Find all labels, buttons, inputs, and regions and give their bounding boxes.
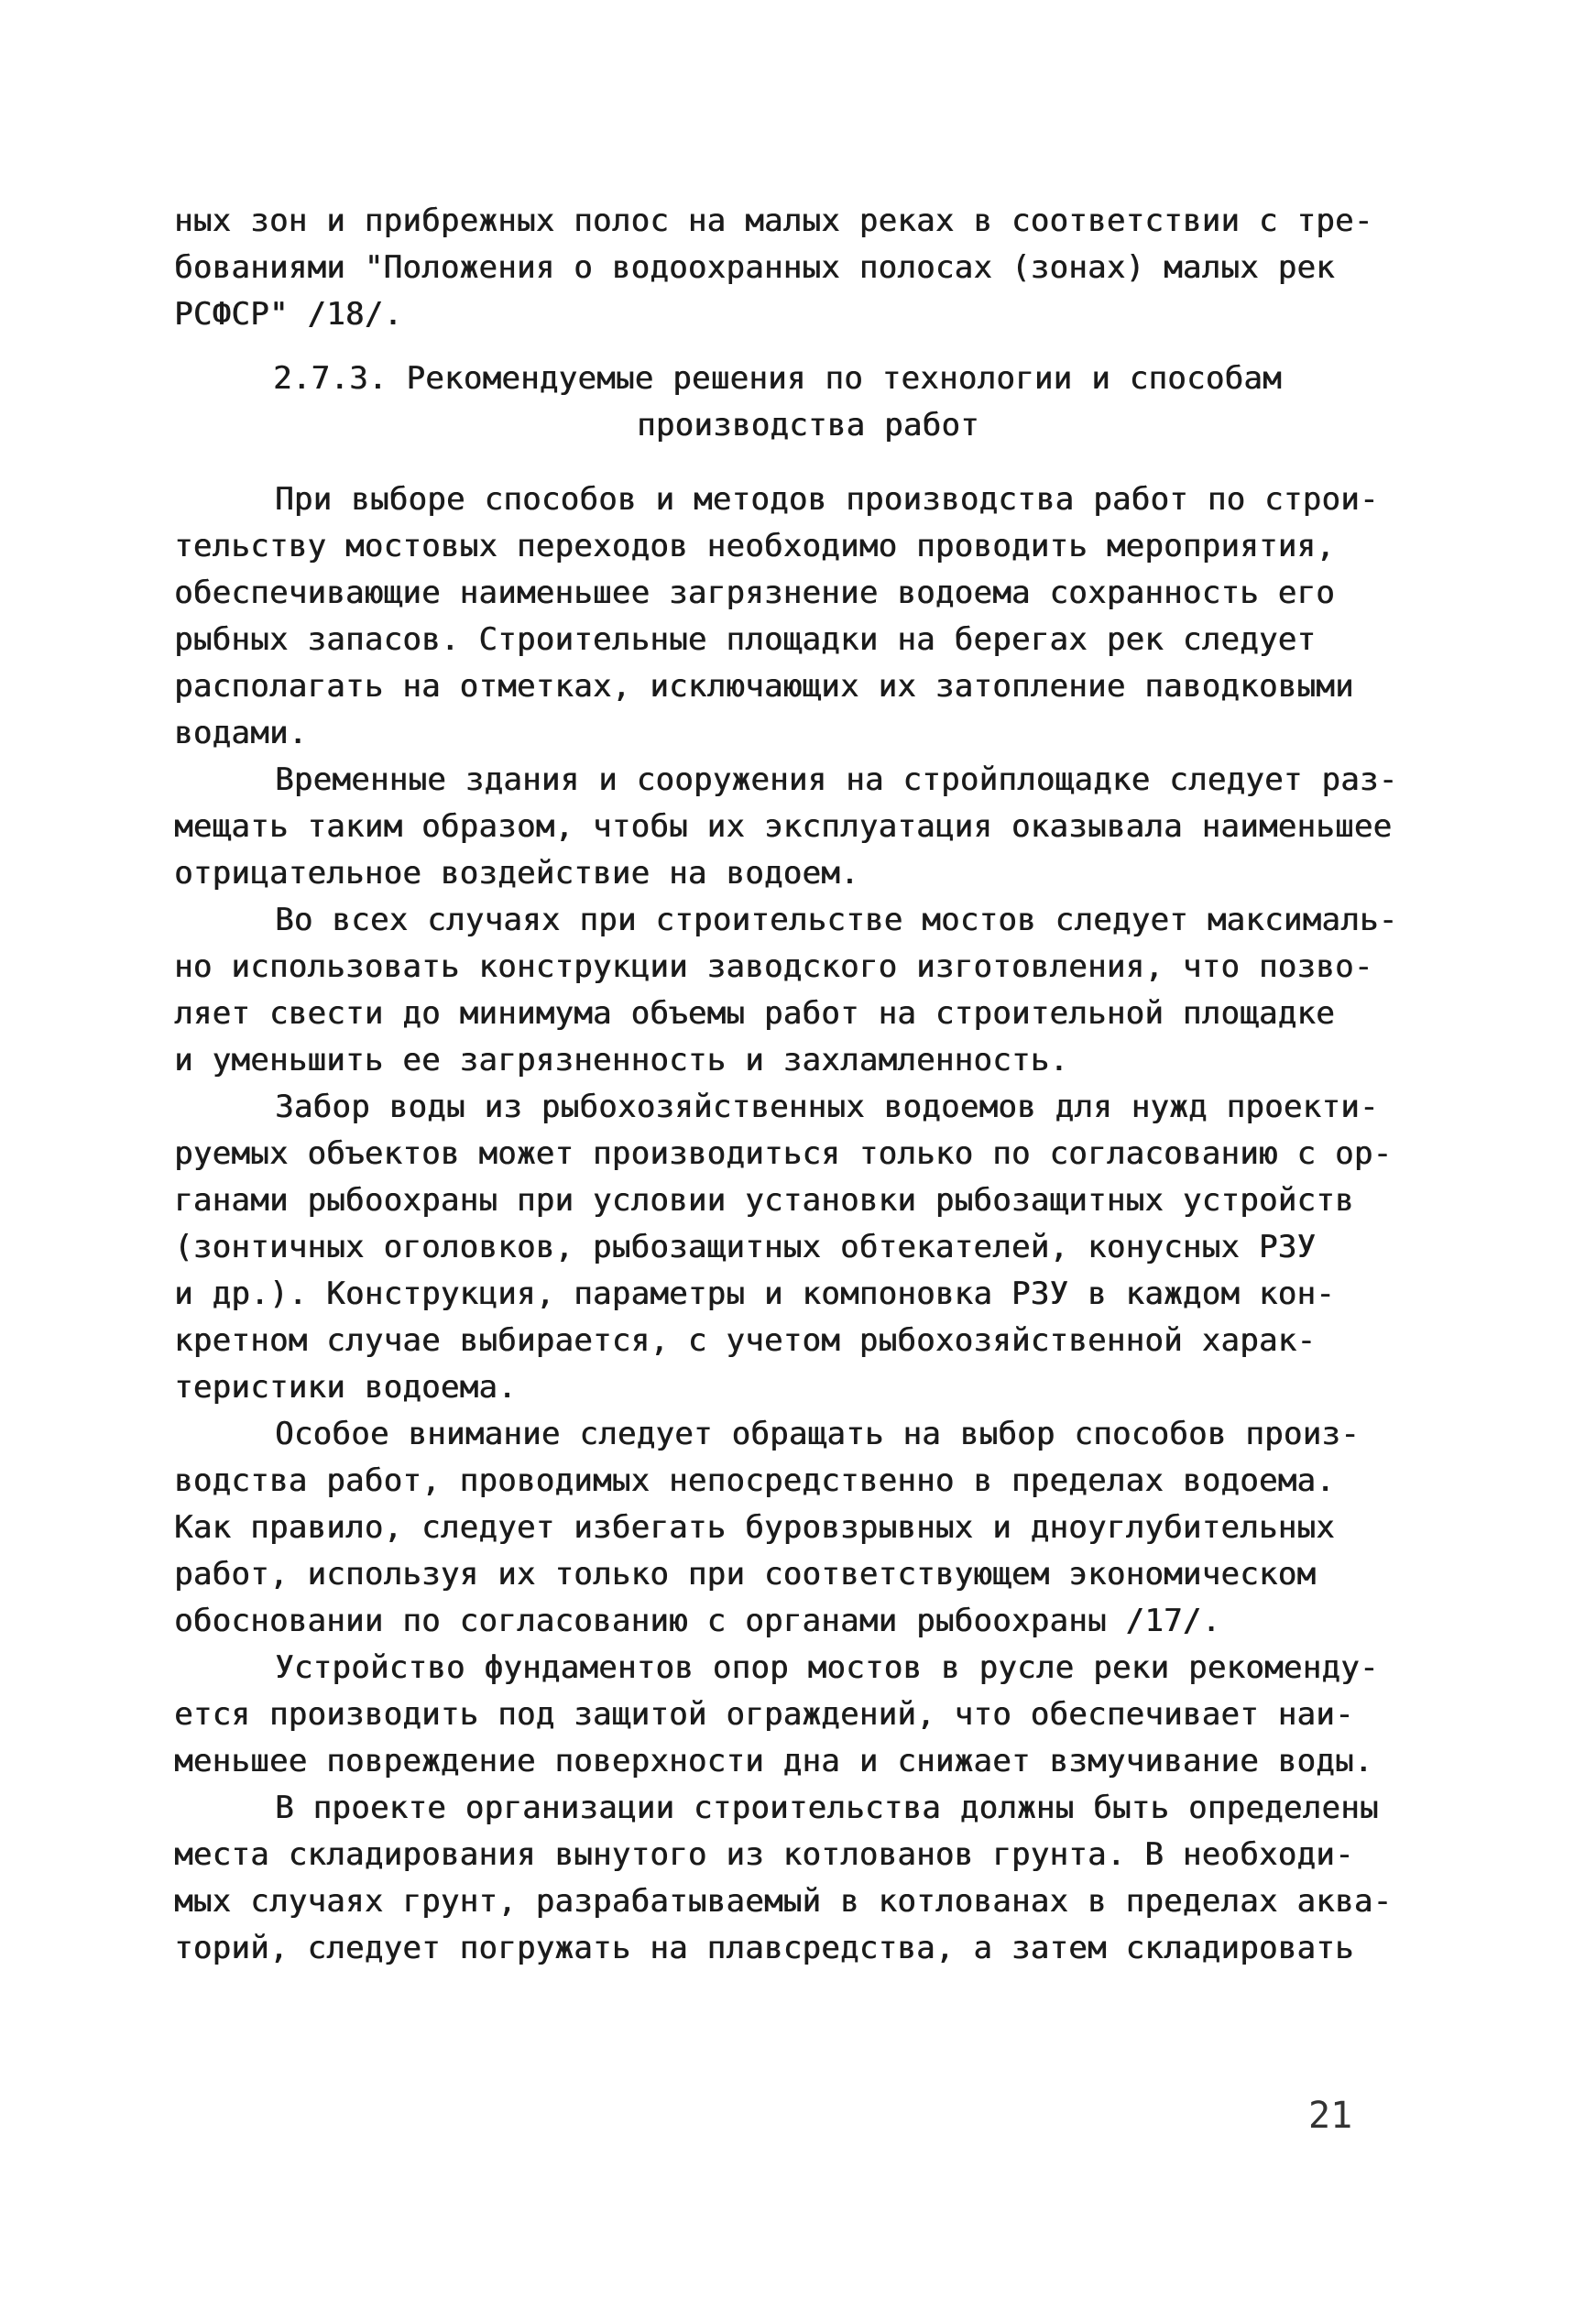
- page-number: 21: [1308, 2095, 1353, 2137]
- text-line: Временные здания и сооружения на стройплощадке следует раз-: [275, 761, 1398, 798]
- text-line: и уменьшить ее загрязненность и захламленность.: [174, 1042, 1069, 1078]
- text-line: мых случаях грунт, разрабатываемый в котлованах в пределах аква-: [174, 1883, 1393, 1920]
- text-line: При выборе способов и методов производства работ по строи-: [275, 481, 1379, 518]
- text-line: ганами рыбоохраны при условии установки рыбозащитных устройств: [174, 1182, 1354, 1219]
- paragraph-3: [174, 897, 1402, 1084]
- text-line: руемых объектов может производиться только по согласованию с ор-: [174, 1135, 1393, 1172]
- text-line: ляет свести до минимума объемы работ на строительной площадке: [174, 995, 1335, 1032]
- text-line: РСФСР" /18/.: [174, 296, 403, 333]
- text-line: бованиями "Положения о водоохранных полосах (зонах) малых рек: [174, 249, 1335, 286]
- text-line: тельству мостовых переходов необходимо проводить мероприятия,: [174, 528, 1335, 564]
- text-line: В проекте организации строительства должны быть определены: [275, 1790, 1379, 1826]
- text-line: торий, следует погружать на плавсредства, а затем складировать: [174, 1930, 1354, 1966]
- text-line: водства работ, проводимых непосредственно в пределах водоема.: [174, 1462, 1335, 1499]
- paragraph-1: [174, 476, 1402, 757]
- paragraph-2: [174, 757, 1402, 897]
- heading-line-1: 2.7.3. Рекомендуемые решения по технологии и способам: [273, 360, 1282, 397]
- text-line: теристики водоема.: [174, 1369, 517, 1406]
- text-line: Во всех случаях при строительстве мостов следует максималь-: [275, 902, 1398, 938]
- paragraph-7: [174, 1785, 1402, 1972]
- heading-line-2: производства работ: [637, 407, 979, 443]
- text-line: работ, используя их только при соответствующем экономическом: [174, 1556, 1317, 1593]
- text-line: меньшее повреждение поверхности дна и снижает взмучивание воды.: [174, 1743, 1373, 1779]
- text-line: водами.: [174, 715, 308, 751]
- text-line: мещать таким образом, чтобы их эксплуатация оказывала наименьшее: [174, 808, 1393, 845]
- text-line: обосновании по согласованию с органами рыбоохраны /17/.: [174, 1603, 1221, 1639]
- text-line: Особое внимание следует обращать на выбор способов произ-: [275, 1416, 1360, 1452]
- text-line: Как правило, следует избегать буровзрывных и дноуглубительных: [174, 1509, 1335, 1546]
- text-line: места складирования вынутого из котлованов грунта. В необходи-: [174, 1836, 1354, 1873]
- text-line: обеспечивающие наименьшее загрязнение водоема сохранность его: [174, 575, 1335, 611]
- text-line: располагать на отметках, исключающих их затопление паводковыми: [174, 668, 1354, 705]
- intro-text: [174, 198, 1402, 338]
- text-line: (зонтичных оголовков, рыбозащитных обтекателей, конусных РЗУ: [174, 1229, 1317, 1265]
- paragraph-5: [174, 1411, 1402, 1645]
- text-line: отрицательное воздействие на водоем.: [174, 855, 859, 892]
- paragraph-6: [174, 1645, 1402, 1785]
- section-heading: [174, 356, 1402, 449]
- text-line: Забор воды из рыбохозяйственных водоемов для нужд проекти-: [275, 1089, 1379, 1125]
- paragraph-4: [174, 1084, 1402, 1411]
- text-line: и др.). Конструкция, параметры и компоновка РЗУ в каждом кон-: [174, 1275, 1335, 1312]
- text-line: ных зон и прибрежных полос на малых реках в соответствии с тре-: [174, 203, 1373, 239]
- text-line: Устройство фундаментов опор мостов в русле реки рекоменду-: [275, 1649, 1379, 1686]
- text-line: ется производить под защитой ограждений, что обеспечивает наи-: [174, 1696, 1354, 1733]
- text-line: но использовать конструкции заводского изготовления, что позво-: [174, 948, 1373, 985]
- text-line: рыбных запасов. Строительные площадки на берегах рек следует: [174, 621, 1317, 658]
- text-line: кретном случае выбирается, с учетом рыбохозяйственной харак-: [174, 1322, 1317, 1359]
